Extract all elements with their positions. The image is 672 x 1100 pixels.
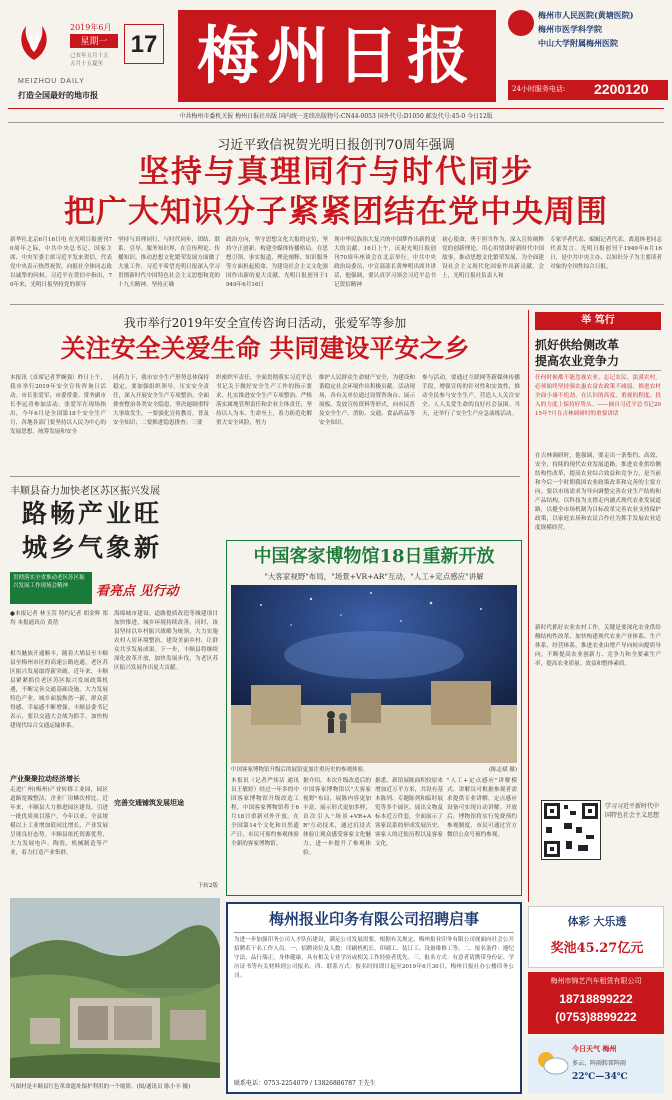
museum-block [226,540,522,896]
sidebar-headline-2: 提高农业竞争力 [535,354,620,368]
sidebar-headline-1: 抓好供给侧改革 [535,338,620,352]
village-photo [10,898,220,1078]
roads-col: 相当魅族开通顺丰，随着大埔县至丰顺县至梅州市区的高速公路连通，老区苏区振兴发展取得新突破。近年来，丰顺县紧紧抓住老区苏区振兴发展政策机遇，不断完善交通基础设施，大力发展特色产业，城乡面貌焕然一新，群众获得感、幸福感不断增强。丰顺县委书记表示，要以交通大会战为抓手，加快构建现代综合交通运输体系。 [10,651,108,729]
day-number: 17 [124,24,164,64]
roads-subhead: 产业聚聚拉动经济增长 [10,774,80,783]
recruitment-notice [226,902,522,1094]
recruitment-rule [234,932,514,933]
lead-col: 专家学者代表、编辑记者代表、离退休老同志代表发言。光明日报创刊于1949年6月16日，是中共中央主办、以知识分子为主要读者对象的全国性综合日报。 [550,237,662,270]
museum-headline: 中国客家博物馆18日重新开放 [253,546,495,567]
roads-kicker: 丰顺县奋力加快老区苏区振兴发展 [10,486,160,497]
issue-date: 2019年6月 [70,23,112,32]
safety-columns [10,374,520,472]
recruitment-headline: 梅州报业印务有限公司招聘启事 [268,910,479,928]
safety-col: 本报讯（首席记者罗婉强）昨日上午，我市举行2019年安全宣传咨询日活动。市长张爱军，市委常委、常务副市长李远青参加活动。张爱军在现场指出，今年6月是全国第18个安全生产月，各地各部门要坚持以人民为中心的发展思想，统筹发展和安全 [10,375,106,435]
safety-col: 参与活动，要通过互联网等新媒体传播手段，增强宣传的针对性和实效性，推动全民参与安全生产，营造人人关注安全、人人关爱生命的良好社会氛围。当天，还举行了安全生产应急演练活动。 [422,375,520,417]
section-rule [10,476,520,477]
village-photo-caption: 马图村是丰顺县红色革命遗址保护利用的一个缩影。(图/通讯员 陈小丰 摄) [10,1084,191,1090]
lead-columns [10,236,664,300]
weather-temp: 22℃—34℃ [572,1072,628,1082]
masthead-rule-2 [8,122,664,123]
rental-company: 梅州市锦艺汽车租赁有限公司 [550,977,642,985]
safety-col: 同药力下，我市安全生产形势总体保持稳定。要加强组织领导，压实安全责任，深入开展安全生产专项整治，全面排查整治各类安全隐患，坚决遏制重特大事故发生。一要强化宣传教育，普及安全知识；二要推进隐患排查；三要 [113,375,209,426]
lead-col: 现中华民族伟大复兴的中国梦作出新的更大的贡献。16日上午，庆祝光明日报创刊70周年座谈会在北京举行。中共中央政治局委员、中宣部部长黄坤明出席并讲话，他强调，要认真学习领会习近平总书记贺信精神 [334,237,436,288]
lead-kicker: 习近平致信祝贺光明日报创刊70周年强调 [217,138,455,153]
weekday-badge: 星期一 [70,34,118,48]
section-rule [10,304,664,305]
museum-photo [231,585,517,763]
safety-headline: 关注安全关爱生命 共同建设平安之乡 [60,334,470,363]
roads-col: 海绵城市建设、道路提质改造等城建项目加快推进，城乡环境持续改善。同时，该县坚持以乡村振兴战略为统领，大力实施农村人居环境整治，建设美丽乡村，让群众共享发展成果。下一步，丰顺县将继续深化改革开放，加快发展步伐，为老区苏区振兴发展作出更大贡献。 [114,611,218,671]
rental-phone-1: 18718899222 [559,992,633,1006]
hospital-line-2: 梅州市医学科学院 [538,24,602,34]
weather-icon [534,1048,570,1078]
qr-code[interactable] [541,800,601,860]
lead-headline-2: 把广大知识分子紧紧团结在党中央周围 [64,194,608,230]
recruitment-body: 为进一步加强印务公司人才队伍建设，满足公司发展需要，根据有关规定，梅州报业印务有限公司现面向社会公开招聘若干名工作人员。一、招聘岗位及人数：印刷机机长、印刷工、装订工、设备维修工等。二、报名条件：遵纪守法，品行端正，身体健康，具有相关专业学历或相关工作经验者优先。三、报名方式：有意者请携带身份证、学历证书等有关材料到公司报名。四、联系方式：报名时间即日起至2019年6月30日，梅州日报社办公楼印务公司。 [234,937,514,979]
campaign-box [10,572,92,604]
hotline-label: 24小时服务电话: [512,85,566,93]
hospital-logo-icon [508,10,534,36]
paper-name: 梅州日报 [196,19,477,92]
sidebar-body: 在吉林调研时，他强调，要走出一条集约、高效、安全、持续的现代农业发展道路。推进农业供给侧结构性改革，提高农业综合效益和竞争力，是当前和今后一个时期我国农业政策改革和完善的主要方向。要以市场需求为导向调整完善农业生产结构和产品结构，以科技为支撑走内涵式现代农业发展道路，以健全市场机制为目标改革完善农业支持保护政策，以家庭农场和农民合作社为抓手发展农业适度规模经营。 [535,453,661,531]
hotline-bar [508,80,668,100]
rental-phone-2: (0753)8899222 [555,1010,637,1024]
hospital-ad [508,8,668,104]
lead-col: 初心使命，勇于担当作为，深入宣传阐释党的创新理论，用心用情讲好新时代中国故事，推动思想文化繁荣发展，为全面建设社会主义现代化国家作出新贡献。会上，光明日报社负责人和 [442,237,544,279]
masthead [0,0,672,128]
museum-photo-caption: 中国客家博物馆升级后的展馆更加注重历史的参观体验。 [231,767,369,773]
sidebar-body: 新时代抓好农业农村工作，关键是要深化农业供给侧结构性改革，加快构建现代农业产业体系、生产体系、经营体系，推进农业由增产导向转向提质导向，不断提高农业创新力、竞争力和全要素生产率，提高农业质量、效益和整体素质。 [535,625,661,667]
museum-col: 据悉，新馆展陈面积较原来增加近万平方米，共设有基本陈列、专题陈列和临时展览等多个展区，展出文物及标本近万件套，全面展示了客家民系的形成发展历史、客家人的迁徙历程以及客家文化。 [375,778,443,847]
hospital-line-1: 梅州市人民医院(黄塘医院) [538,10,634,20]
campaign-slogan: 看亮点 见行动 [96,584,179,599]
paper-name-title [178,10,496,102]
roads-byline: ●本报记者 林玉萱 特约记者 胡金辉 郑均 本报通讯员 黄蓓 [10,611,108,626]
sidebar-rule [535,370,661,371]
campaign-text: 贯彻落实全省推动老区苏区振兴发展工作现场会精神 [13,575,85,589]
paper-latin: MEIZHOU DAILY [18,78,85,85]
hospital-line-3: 中山大学附属梅州医院 [538,38,618,48]
museum-col: 本报讯（记者严炜洁 通讯员王敏婷）经过一年多的中国客家博物馆升级改造工程，中国客家博物馆将于6月18日重新对外开放。在全国第14个文化和自然遗产日，市民可预约参观体验全新的客家博物馆。 [231,778,299,847]
weather-desc: 多云、阵雨转雷阵雨 [572,1060,627,1067]
museum-col: 据介绍，本次升级改造后的中国客家博物馆以"大客家视野"布局，展陈内容更加丰富，展示形式更加多样，首次引入"场景+VR+AR"互动技术，通过沉浸式体验让观众感受客家文化魅力，进一步提升了参观体验。 [303,778,371,856]
lead-col: 政治方向，坚守思想文化大报的定位，坚持守正创新，构建全媒体传播格局，在思想引领、事实报道、理论阐释、知识服务等方面担起使命，为建设社会主义文化强国作出新的更大贡献。光明日报创刊于1949年6月16日 [226,237,328,288]
sidebar-label: 举 笃行 [535,312,661,330]
safety-kicker: 我市举行2019年安全宣传咨询日活动，张爱军等参加 [123,316,407,330]
rental-ad [528,972,664,1034]
newspaper-logo-icon [12,22,56,62]
qr-caption: 学习习近平新时代中国特色社会主义思想 [605,803,660,819]
hotline-number: 2200120 [594,81,649,97]
museum-photo-credit: (陈志斌 摄) [488,767,517,773]
lead-col: 坚持与真理同行、与时代同步，团结、联系、引导、服务知识界，在宣传理论、传播知识、推动思想文化繁荣发展方面做了大量工作。习近平希望光明日报深入学习贯彻新时代中国特色社会主义思想和党的十九大精神，坚持正确 [118,237,220,288]
lead-col: 新华社北京6月16日电 在光明日报创刊70周年之际，中共中央总书记、国家主席、中央军委主席习近平发来贺信，代表党中央表示热烈祝贺，向报社全体同志致以诚挚的问候。习近平在贺信中指出，70年来，光明日报坚持党的领导 [10,237,112,288]
lead-headline-1: 坚持与真理同行与时代同步 [138,154,534,190]
sidebar [528,310,664,902]
safety-col: 维护人民群众生命财产安全，为建设和谐稳定社会环境作出积极贡献。活动现场，各有关单位通过设置咨询台、展示展板、发放宣传资料等形式，向市民普及安全生产、消防、交通、食品药品等安全知识。 [319,375,415,426]
museum-subhead: "大客家视野"布局，"场景+VR+AR"互动，"人工+定点感应"讲解 [264,572,484,581]
paper-slogan: 打造全国最好的地市报 [18,90,98,100]
weather-label: 今日天气 梅州 [572,1044,617,1053]
lottery-ad [528,906,664,968]
weather-box [528,1038,664,1094]
info-bar: 中共梅州市委机关报 梅州日报社出版 国内统一连续出版物号:CN44-0053 国外代号:D1050 邮发代号:45-0 今日12版 [179,113,493,120]
masthead-rule [8,108,664,109]
sidebar-quote: 任何时候都不能忽视农业、忘记农民、淡漠农村。必须始终坚持强农惠农富农政策不减弱、推进农村全面小康不松劲，在认识的高度、重视的程度、投入的力度上保持好势头。——摘自习近平总书记2015年7月在吉林调研时的重要讲话 [535,375,661,417]
lottery-brand: 体彩 大乐透 [567,915,627,928]
recruitment-contact: 联系电话：0753-2254079 / 13826886787 王先生 [234,1080,376,1087]
safety-col: 织密织牢责任，全面贯彻落实习近平总书记关于做好安全生产工作的指示要求，扎实推进安全生产专项整治，严格落实属地管理责任和企业主体责任，坚持以人为本、生命至上，着力防范化解重大安全风险，努力 [216,375,312,426]
roads-subhead: 完善交通铺筑发展坦途 [114,798,184,807]
museum-col: "人工+定点感应"讲解模式，讲解员可根据参观者需求提供专业讲解，定点感应设备可实现自动讲解。开放后，博物馆将实行免费预约参观制度，市民可通过官方微信公众号预约参观。 [447,778,517,838]
roads-headline-2: 城乡气象新 [22,533,163,562]
lunar-date-2: 五月十五夏至 [70,61,104,67]
roads-headline-1: 路畅产业旺 [22,499,163,528]
roads-col: 走进广州(梅州)产业转移工业园，园区道路宽敞整洁，企业厂房鳞次栉比。近年来，丰顺县大力推进园区建设，引进一批优质项目落户。今年以来，全县规模以上工业增加值同比增长，产业发展呈现良好态势。丰顺县依托资源优势，大力发展电声、陶瓷、机械制造等产业，着力打造产业集群。 [10,787,108,856]
lunar-date: 己亥年五月十五 [70,53,109,59]
roads-continued: 下转2版 [197,883,218,889]
lottery-jackpot: 奖池45.27亿元 [550,941,644,956]
